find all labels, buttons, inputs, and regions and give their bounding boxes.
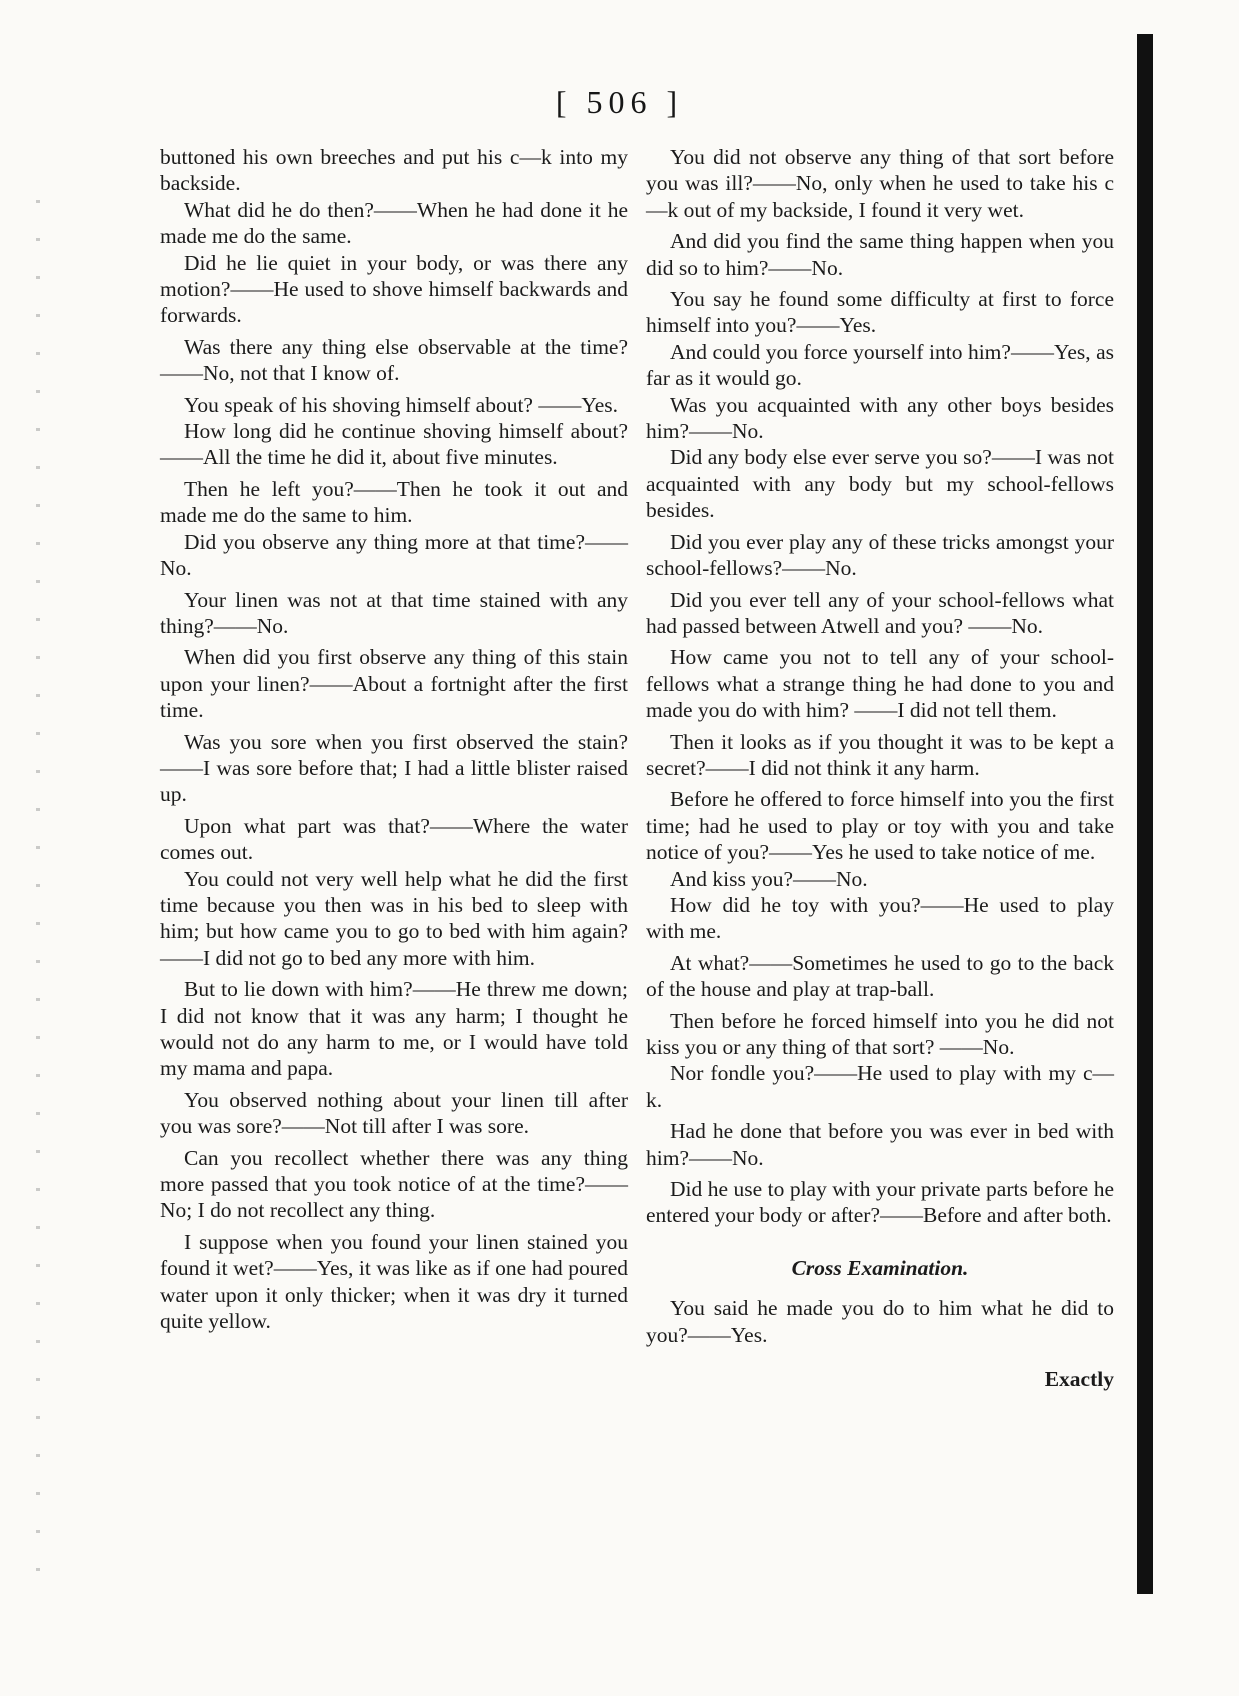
right-column (646, 144, 1114, 1397)
paragraph: And did you find the same thing happen when you did so to him?——No. (646, 229, 1114, 280)
paragraph: Was you sore when you first observed the stain?——I was sore before that; I had a little blister raised up. (160, 729, 628, 807)
paragraph: Then he left you?——Then he took it out and made me do the same to him. (160, 476, 628, 528)
paragraph: But to lie down with him?——He threw me down; I did not know that it was any harm; I thought he would not do any harm to me, or I would have told my mama and papa. (160, 977, 628, 1081)
paragraph: Did you ever play any of these tricks amongst your school-fellows?——No. (646, 529, 1114, 581)
paragraph: Your linen was not at that time stained with any thing?——No. (160, 587, 628, 638)
paragraph: Did you ever tell any of your school-fellows what had passed between Atwell and you? ——No. (646, 587, 1114, 638)
paragraph: Had he done that before you was ever in bed with him?——No. (646, 1119, 1114, 1170)
paragraph: And kiss you?——No. (670, 866, 868, 891)
paragraph: You said he made you do to him what he did to you?——Yes. (646, 1296, 1114, 1347)
paragraph: Before he offered to force himself into you the first time; had he used to play or toy with you and take notice of you?——Yes he used to take notice of me. (646, 787, 1114, 865)
paragraph: Did he use to play with your private parts before he entered your body or after?——Before and after both. (646, 1177, 1114, 1228)
paragraph: Was you acquainted with any other boys besides him?——No. (646, 392, 1114, 444)
paragraph: You did not observe any thing of that sort before you was ill?——No, only when he used to take his c—k out of my backside, I found it very wet. (646, 145, 1114, 222)
paragraph: At what?——Sometimes he used to go to the back of the house and play at trap-ball. (646, 950, 1114, 1002)
paragraph: I suppose when you found your linen stained you found it wet?——Yes, it was like as if one had poured water upon it only thicker; when it was dry it turned quite yellow. (160, 1229, 628, 1334)
paragraph: How did he toy with you?——He used to play with me. (646, 892, 1114, 944)
paragraph: Nor fondle you?——He used to play with my c—k. (646, 1061, 1114, 1112)
paragraph: Then it looks as if you thought it was to be kept a secret?——I did not think it any harm. (646, 729, 1114, 780)
paragraph: Upon what part was that?——Where the water comes out. (160, 813, 628, 865)
paragraph: Did he lie quiet in your body, or was there any motion?——He used to shove himself backwards and forwards. (160, 250, 628, 328)
left-column (160, 144, 628, 1339)
paragraph: How long did he continue shoving himself about?——All the time he did it, about five minutes. (160, 419, 628, 470)
page-number: [ 506 ] (555, 84, 684, 120)
paragraph: Did you observe any thing more at that time?——No. (160, 529, 628, 581)
paragraph: You could not very well help what he did the first time because you then was in his bed to sleep with him; but how came you to go to bed with him again?——I did not go to bed any more with him. (160, 866, 628, 970)
paragraph: How came you not to tell any of your school-fellows what a strange thing he had done to you and made you do with him? ——I did not tell them. (646, 645, 1114, 723)
paragraph: You observed nothing about your linen till after you was sore?——Not till after I was sore. (160, 1087, 628, 1139)
catchword: Exactly (1044, 1367, 1114, 1392)
section-heading: Cross Examination. (791, 1255, 969, 1280)
paragraph: And could you force yourself into him?——Yes, as far as it would go. (646, 339, 1114, 391)
paragraph: When did you first observe any thing of this stain upon your linen?——About a fortnight after the first time. (160, 645, 628, 723)
paragraph: Then before he forced himself into you he did not kiss you or any thing of that sort? ——No. (646, 1008, 1114, 1059)
paragraph: What did he do then?——When he had done it he made me do the same. (160, 197, 628, 249)
paragraph: Was there any thing else observable at the time?——No, not that I know of. (160, 334, 628, 386)
margin-specks (36, 200, 40, 1600)
page-edge-shadow (1137, 34, 1153, 1594)
paragraph: Did any body else ever serve you so?——I was not acquainted with any body but my school-fellows besides. (646, 445, 1114, 523)
paragraph: You say he found some difficulty at first to force himself into you?——Yes. (646, 287, 1114, 338)
paragraph: You speak of his shoving himself about? ——Yes. (184, 392, 618, 417)
paragraph: Can you recollect whether there was any thing more passed that you took notice of at the time?——No; I do not recollect any thing. (160, 1145, 628, 1223)
paragraph: buttoned his own breeches and put his c—k into my backside. (160, 145, 628, 196)
